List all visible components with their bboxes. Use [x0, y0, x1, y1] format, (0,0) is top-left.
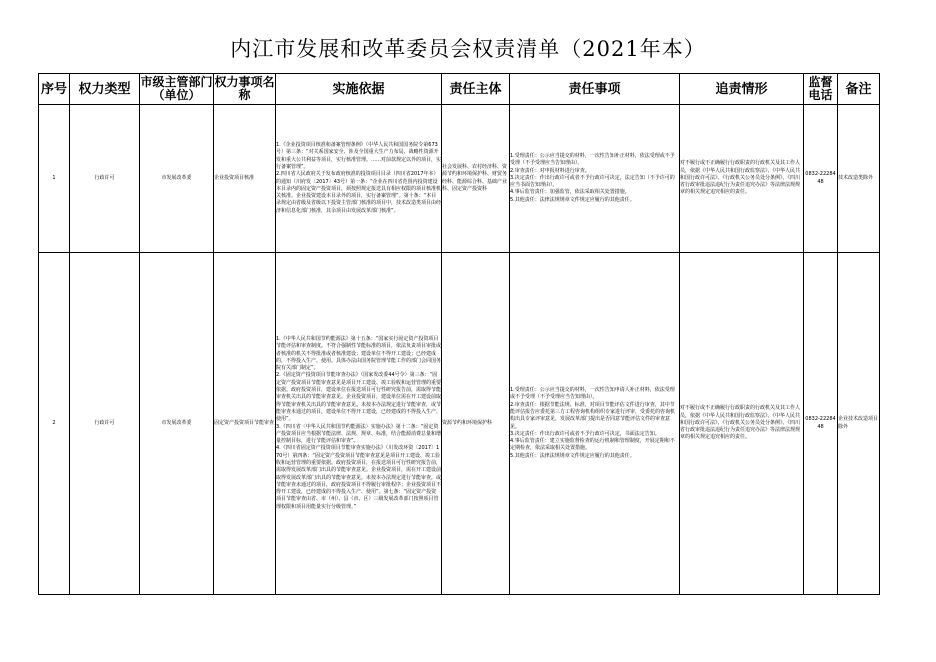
table-row [39, 253, 880, 595]
cell-subject: 社会发展科、农村经济科、资源节约和环境保护科、财贸务经科、能源综合科、基础产业科、固定资产投资科 [442, 105, 510, 253]
cell-accountability: 对不履行或不正确履行行政职责的行政机关及其工作人员，依据《中华人民共和国行政监察法》、《中华人民共和国行政许可法》、《行政机关公务员处分条例》、《四川省行政审批违法违纪行为责任追究办法》等法律法规规章的相关规定追究相应的责任。 [680, 253, 804, 595]
duty-item: 2.审查责任：对申报材料进行审查。 [510, 167, 590, 174]
duty-item: 1.受理责任：公示应当提交的材料，一次性告知补正材料，依法受理或不予受理（不予受理应当告知理由）。 [510, 152, 675, 167]
cell-seq: 1 [39, 105, 70, 253]
cell-basis [276, 105, 442, 253]
duty-item: 3.决定责任：作出行政许可或者不予行政许可决定，法定告知（不予许可的应当书面告知理由）。 [510, 174, 675, 189]
basis-clause: 2.四川省人民政府关于发布政府核准的投资项目目录（四川省2017年本）的通知（川府发〔2017〕43号）第一条：“企业在四川省范围内投资建设本目录内的固定资产投资项目，须按照规定报送具有相应权限的项目核准机关核准。企业投资建设本目录外的项目，实行备案管理”。第十条：“本目录规定由省级及省级以下投资主管部门核准的项目中，技术改造类项目由经济和信息化部门核准，其余项目由发展改革部门核准”。 [276, 171, 442, 214]
header-subject: 责任主体 [442, 74, 510, 105]
header-row [39, 74, 880, 105]
cell-basis [276, 253, 442, 595]
authority-table [38, 73, 880, 595]
cell-duties [510, 105, 680, 253]
page-title: 内江市发展和改革委员会权责清单（2021年本） [230, 37, 706, 61]
cell-dept: 市发展改革委 [140, 253, 214, 595]
cell-item: 企业投资项目核准 [214, 105, 276, 253]
cell-phone: 0832-2228448 [804, 253, 838, 595]
table-row [39, 105, 880, 253]
cell-accountability: 对不履行或不正确履行行政职责的行政机关及其工作人员，依据《中华人民共和国行政监察法》、《中华人民共和国行政许可法》、《行政机关公务员处分条例》、《四川省行政审批违法违纪行为责任追究办法》等法律法规规章的相关规定追究相应的责任。 [680, 105, 804, 253]
cell-remark: 企业技术改造项目除外 [838, 253, 880, 595]
basis-clause: 1.《企业投资项目核准和备案管理条例》（中华人民共和国国务院令第673号）第三条：“对关系国家安全、涉及全国重大生产力布局、战略性资源开发和重大公共利益等项目，实行核准管理。……对前款规定以外的项目，实行备案管理”。 [276, 142, 442, 170]
header-remark: 备注 [838, 74, 880, 105]
header-phone: 监督电话 [804, 74, 838, 105]
cell-item: 固定资产投资项目节能审查 [214, 253, 276, 595]
duty-item: 4.事后监管责任：加强监管，依法采取相关处置措施。 [510, 189, 630, 196]
cell-duties [510, 253, 680, 595]
basis-clause: 4.《四川省固定资产投资项目节能审查实施办法》（川发改环资〔2017〕170号）第四条：“固定资产投资项目节能审查意见是项目开工建设、竣工验收和运营管理的重要依据。政府投资项目，在报送项目可行性研究报告前，需取得发展改革部门出具的节能审查意见。企业投资项目，需在开工建设前取得发展改革部门出具的节能审查意见。未按本办法规定进行节能审查，或节能审查未通过的项目，政府投资项目不得履行审批程序；企业投资项目不得开工建设，已经建成的不得投入生产、使用”。第七条：“固定资产投资项目节能审查由省、市（州）、县（市、区）三级发展改革部门按照项目管理权限和项目用能量实行分级管理。” [276, 445, 442, 510]
duty-item: 4.事后监管责任：建立实施监督检查的运行机制和管理制度，开展定期和不定期检查，依法采取相关处置措施。 [510, 438, 675, 452]
duty-item: 5.其他责任：法律法规规章文件规定应履行的其他责任。 [510, 196, 635, 203]
duty-item: 1.受理责任：公示应当提交的材料，一次性告知申请人补正材料，依法受理或不予受理（不予受理应当告知理由）。 [510, 387, 675, 401]
duty-item: 5.其他责任：法律法规规章文件规定应履行的其他责任。 [510, 452, 635, 459]
basis-clause: 3.《四川省〈中华人民共和国节约能源法〉实施办法》第十二条：“固定资产投资项目应当根据节能法律、法规、规章、标准，结合能源消费总量和增量控制目标，进行节能评估和审查”。 [276, 423, 442, 445]
header-type: 权力类型 [70, 74, 140, 105]
cell-remark: 技术改造类除外 [838, 105, 880, 253]
cell-seq: 2 [39, 253, 70, 595]
cell-type: 行政许可 [70, 105, 140, 253]
duty-item: 2.审查责任：根据节能法规、标准，对项目节能评估文件进行审查，其中节能评估报告应委托第三方工程咨询机构组织专家进行评审，受委托的咨询机构出具专家评审意见，发展改革部门提出是否同意节能评估文件的审查意见。 [510, 401, 676, 430]
cell-phone: 0832-2228448 [804, 105, 838, 253]
header-duties: 责任事项 [510, 74, 680, 105]
header-dept: 市级主管部门（单位） [140, 74, 214, 105]
header-accountability: 追责情形 [680, 74, 804, 105]
cell-dept: 市发展改革委 [140, 105, 214, 253]
cell-type: 行政许可 [70, 253, 140, 595]
cell-subject: 资源节约和环境保护科 [442, 253, 510, 595]
header-item: 权力事项名称 [214, 74, 276, 105]
header-basis: 实施依据 [276, 74, 442, 105]
header-seq: 序号 [39, 74, 70, 105]
duty-item: 3.决定责任：作出行政许可或者不予行政许可决定，书面法定告知。 [510, 430, 660, 437]
basis-clause: 2.《固定资产投资项目节能审查办法》（国家发改委44号令）第三条：“固定资产投资项目节能审查意见是项目开工建设、竣工验收和运营管理的重要依据。政府投资项目，建设单位在报送项目可行性研究报告前，需取得节能审查机关出具的节能审查意见。企业投资项目，建设单位需在开工建设前取得节能审查机关出具的节能审查意见。未按本办法规定进行节能审查，或节能审查未通过的项目，建设单位不得开工建设，已经建成的不得投入生产、使用”。 [276, 372, 442, 423]
basis-clause: 1.《中华人民共和国节约能源法》第十五条：“国家实行固定资产投资项目节能评估和审查制度。不符合强制性节能标准的项目，依法负责项目审批或者核准的机关不得批准或者核准建设；建设单位不得开工建设；已经建成的，不得投入生产、使用。具体办法由国务院管理节能工作的部门会同国务院有关部门制定”。 [276, 335, 442, 372]
